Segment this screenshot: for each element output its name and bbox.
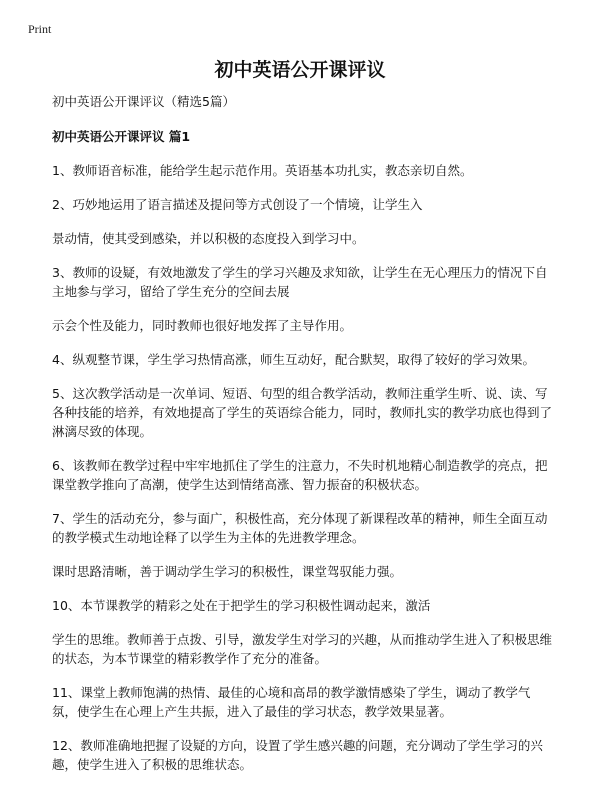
paragraph: 示会个性及能力，同时教师也很好地发挥了主导作用。: [52, 318, 353, 333]
paragraph: 学生的思维。教师善于点拨、引导，激发学生对学习的兴趣，从而推动学生进入了积极思维的状态，为本节课堂的精彩教学作了充分的准备。: [52, 632, 553, 666]
document-body: [52, 92, 552, 789]
paragraph: 3、教师的设疑，有效地激发了学生的学习兴趣及求知欲，让学生在无心理压力的情况下自主地参与学习，留给了学生充分的空间去展: [52, 265, 548, 299]
paragraph: 5、这次教学活动是一次单词、短语、句型的组合教学活动，教师注重学生听、说、读、写各种技能的培养，有效地提高了学生的英语综合能力，同时，教师扎实的教学功底也得到了淋漓尽致的体现。: [52, 386, 553, 439]
paragraph: 7、学生的活动充分，参与面广，积极性高，充分体现了新课程改革的精神，师生全面互动的教学模式生动地诠释了以学生为主体的先进教学理念。: [52, 511, 548, 545]
document-title: 初中英语公开课评议: [214, 59, 386, 81]
paragraph: 景动情，使其受到感染，并以积极的态度投入到学习中。: [52, 231, 365, 246]
paragraph: 11、课堂上教师饱满的热情、最佳的心境和高昂的教学激情感染了学生，调动了教学气氛，使学生在心理上产生共振，进入了最佳的学习状态，教学效果显著。: [52, 685, 531, 719]
paragraph: 课时思路清晰，善于调动学生学习的积极性，课堂驾驭能力强。: [52, 564, 403, 579]
print-link[interactable]: Print: [28, 22, 52, 36]
paragraph: 6、该教师在教学过程中牢牢地抓住了学生的注意力，不失时机地精心制造教学的亮点，把课堂教学推向了高潮，使学生达到情绪高涨、智力振奋的积极状态。: [52, 458, 548, 492]
section-heading: 初中英语公开课评议 篇1: [52, 129, 191, 144]
paragraph: 1、教师语音标准，能给学生起示范作用。英语基本功扎实，教态亲切自然。: [52, 163, 473, 178]
paragraph: 12、教师准确地把握了设疑的方向，设置了学生感兴趣的问题，充分调动了学生学习的兴趣，使学生进入了积极的思维状态。: [52, 738, 543, 772]
paragraph: 10、本节课教学的精彩之处在于把学生的学习积极性调动起来，激活: [52, 598, 431, 613]
paragraph: 2、巧妙地运用了语言描述及提问等方式创设了一个情境，让学生入: [52, 197, 423, 212]
paragraph: 4、纵观整节课，学生学习热情高涨，师生互动好，配合默契，取得了较好的学习效果。: [52, 352, 535, 367]
document-subtitle: 初中英语公开课评议（精选5篇）: [52, 94, 235, 109]
